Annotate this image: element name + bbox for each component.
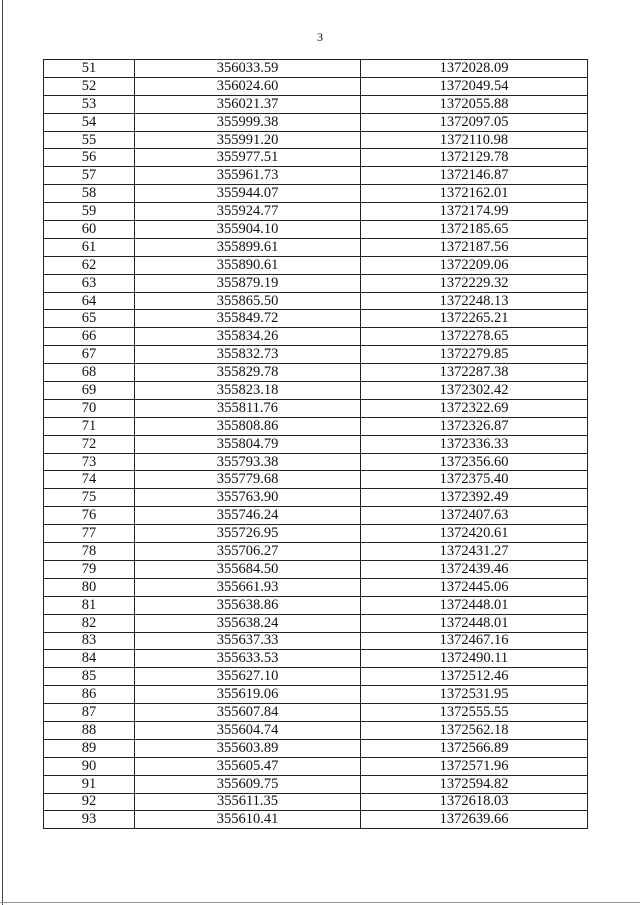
point-number-cell: 85 xyxy=(44,668,135,686)
table-row xyxy=(44,382,588,400)
x-coordinate-cell: 355808.86 xyxy=(135,417,361,435)
y-coordinate-cell: 1372187.56 xyxy=(361,238,588,256)
table-row xyxy=(44,739,588,757)
x-coordinate-cell: 355793.38 xyxy=(135,453,361,471)
y-coordinate-cell: 1372562.18 xyxy=(361,721,588,739)
x-coordinate-cell: 355726.95 xyxy=(135,525,361,543)
table-row xyxy=(44,721,588,739)
table-row xyxy=(44,435,588,453)
point-number-cell: 93 xyxy=(44,811,135,829)
y-coordinate-cell: 1372445.06 xyxy=(361,578,588,596)
y-coordinate-cell: 1372209.06 xyxy=(361,256,588,274)
x-coordinate-cell: 355904.10 xyxy=(135,221,361,239)
table-row xyxy=(44,95,588,113)
y-coordinate-cell: 1372278.65 xyxy=(361,328,588,346)
table-row xyxy=(44,364,588,382)
y-coordinate-cell: 1372420.61 xyxy=(361,525,588,543)
table-row xyxy=(44,346,588,364)
table-row xyxy=(44,131,588,149)
point-number-cell: 72 xyxy=(44,435,135,453)
x-coordinate-cell: 355763.90 xyxy=(135,489,361,507)
y-coordinate-cell: 1372229.32 xyxy=(361,274,588,292)
x-coordinate-cell: 355829.78 xyxy=(135,364,361,382)
point-number-cell: 75 xyxy=(44,489,135,507)
y-coordinate-cell: 1372162.01 xyxy=(361,185,588,203)
point-number-cell: 92 xyxy=(44,793,135,811)
table-row xyxy=(44,310,588,328)
x-coordinate-cell: 355619.06 xyxy=(135,686,361,704)
y-coordinate-cell: 1372439.46 xyxy=(361,560,588,578)
coordinates-table xyxy=(43,59,588,829)
x-coordinate-cell: 355879.19 xyxy=(135,274,361,292)
table-row xyxy=(44,77,588,95)
point-number-cell: 57 xyxy=(44,167,135,185)
y-coordinate-cell: 1372375.40 xyxy=(361,471,588,489)
x-coordinate-cell: 355834.26 xyxy=(135,328,361,346)
table-row xyxy=(44,811,588,829)
x-coordinate-cell: 355706.27 xyxy=(135,543,361,561)
x-coordinate-cell: 355627.10 xyxy=(135,668,361,686)
point-number-cell: 61 xyxy=(44,238,135,256)
table-row xyxy=(44,793,588,811)
table-row xyxy=(44,775,588,793)
x-coordinate-cell: 355604.74 xyxy=(135,721,361,739)
x-coordinate-cell: 355961.73 xyxy=(135,167,361,185)
x-coordinate-cell: 355605.47 xyxy=(135,757,361,775)
y-coordinate-cell: 1372448.01 xyxy=(361,596,588,614)
y-coordinate-cell: 1372618.03 xyxy=(361,793,588,811)
x-coordinate-cell: 355633.53 xyxy=(135,650,361,668)
x-coordinate-cell: 355899.61 xyxy=(135,238,361,256)
x-coordinate-cell: 355849.72 xyxy=(135,310,361,328)
point-number-cell: 52 xyxy=(44,77,135,95)
y-coordinate-cell: 1372185.65 xyxy=(361,221,588,239)
coordinates-table-body xyxy=(44,60,588,829)
point-number-cell: 82 xyxy=(44,614,135,632)
table-row xyxy=(44,686,588,704)
page-edge-left xyxy=(2,0,3,905)
table-row xyxy=(44,256,588,274)
y-coordinate-cell: 1372302.42 xyxy=(361,382,588,400)
table-row xyxy=(44,453,588,471)
x-coordinate-cell: 355779.68 xyxy=(135,471,361,489)
x-coordinate-cell: 355637.33 xyxy=(135,632,361,650)
table-row xyxy=(44,650,588,668)
point-number-cell: 83 xyxy=(44,632,135,650)
y-coordinate-cell: 1372146.87 xyxy=(361,167,588,185)
x-coordinate-cell: 355603.89 xyxy=(135,739,361,757)
point-number-cell: 55 xyxy=(44,131,135,149)
point-number-cell: 79 xyxy=(44,560,135,578)
y-coordinate-cell: 1372097.05 xyxy=(361,113,588,131)
y-coordinate-cell: 1372055.88 xyxy=(361,95,588,113)
table-row xyxy=(44,221,588,239)
point-number-cell: 73 xyxy=(44,453,135,471)
point-number-cell: 67 xyxy=(44,346,135,364)
x-coordinate-cell: 355804.79 xyxy=(135,435,361,453)
y-coordinate-cell: 1372639.66 xyxy=(361,811,588,829)
table-row xyxy=(44,757,588,775)
x-coordinate-cell: 356033.59 xyxy=(135,60,361,78)
table-row xyxy=(44,489,588,507)
table-row xyxy=(44,417,588,435)
x-coordinate-cell: 355661.93 xyxy=(135,578,361,596)
x-coordinate-cell: 355610.41 xyxy=(135,811,361,829)
y-coordinate-cell: 1372248.13 xyxy=(361,292,588,310)
point-number-cell: 69 xyxy=(44,382,135,400)
y-coordinate-cell: 1372174.99 xyxy=(361,203,588,221)
x-coordinate-cell: 355832.73 xyxy=(135,346,361,364)
y-coordinate-cell: 1372287.38 xyxy=(361,364,588,382)
y-coordinate-cell: 1372407.63 xyxy=(361,507,588,525)
y-coordinate-cell: 1372392.49 xyxy=(361,489,588,507)
table-row xyxy=(44,578,588,596)
x-coordinate-cell: 355924.77 xyxy=(135,203,361,221)
table-row xyxy=(44,238,588,256)
y-coordinate-cell: 1372279.85 xyxy=(361,346,588,364)
x-coordinate-cell: 355811.76 xyxy=(135,399,361,417)
point-number-cell: 59 xyxy=(44,203,135,221)
table-row xyxy=(44,632,588,650)
table-row xyxy=(44,292,588,310)
x-coordinate-cell: 356021.37 xyxy=(135,95,361,113)
point-number-cell: 60 xyxy=(44,221,135,239)
point-number-cell: 81 xyxy=(44,596,135,614)
y-coordinate-cell: 1372512.46 xyxy=(361,668,588,686)
point-number-cell: 70 xyxy=(44,399,135,417)
x-coordinate-cell: 355609.75 xyxy=(135,775,361,793)
table-row xyxy=(44,543,588,561)
y-coordinate-cell: 1372356.60 xyxy=(361,453,588,471)
table-row xyxy=(44,560,588,578)
y-coordinate-cell: 1372322.69 xyxy=(361,399,588,417)
y-coordinate-cell: 1372594.82 xyxy=(361,775,588,793)
page-number: 3 xyxy=(317,30,323,44)
point-number-cell: 78 xyxy=(44,543,135,561)
point-number-cell: 51 xyxy=(44,60,135,78)
table-row xyxy=(44,614,588,632)
point-number-cell: 62 xyxy=(44,256,135,274)
y-coordinate-cell: 1372555.55 xyxy=(361,704,588,722)
point-number-cell: 64 xyxy=(44,292,135,310)
y-coordinate-cell: 1372028.09 xyxy=(361,60,588,78)
point-number-cell: 87 xyxy=(44,704,135,722)
x-coordinate-cell: 356024.60 xyxy=(135,77,361,95)
table-row xyxy=(44,167,588,185)
y-coordinate-cell: 1372448.01 xyxy=(361,614,588,632)
point-number-cell: 89 xyxy=(44,739,135,757)
y-coordinate-cell: 1372467.16 xyxy=(361,632,588,650)
point-number-cell: 77 xyxy=(44,525,135,543)
y-coordinate-cell: 1372490.11 xyxy=(361,650,588,668)
y-coordinate-cell: 1372265.21 xyxy=(361,310,588,328)
table-row xyxy=(44,596,588,614)
x-coordinate-cell: 355638.86 xyxy=(135,596,361,614)
x-coordinate-cell: 355890.61 xyxy=(135,256,361,274)
point-number-cell: 54 xyxy=(44,113,135,131)
table-row xyxy=(44,274,588,292)
point-number-cell: 88 xyxy=(44,721,135,739)
table-row xyxy=(44,399,588,417)
x-coordinate-cell: 355823.18 xyxy=(135,382,361,400)
y-coordinate-cell: 1372571.96 xyxy=(361,757,588,775)
y-coordinate-cell: 1372129.78 xyxy=(361,149,588,167)
point-number-cell: 68 xyxy=(44,364,135,382)
point-number-cell: 74 xyxy=(44,471,135,489)
point-number-cell: 65 xyxy=(44,310,135,328)
table-row xyxy=(44,185,588,203)
x-coordinate-cell: 355684.50 xyxy=(135,560,361,578)
y-coordinate-cell: 1372326.87 xyxy=(361,417,588,435)
point-number-cell: 91 xyxy=(44,775,135,793)
point-number-cell: 90 xyxy=(44,757,135,775)
point-number-cell: 71 xyxy=(44,417,135,435)
point-number-cell: 80 xyxy=(44,578,135,596)
table-row xyxy=(44,60,588,78)
page-edge-bottom xyxy=(0,902,640,903)
table-row xyxy=(44,328,588,346)
x-coordinate-cell: 355865.50 xyxy=(135,292,361,310)
point-number-cell: 76 xyxy=(44,507,135,525)
x-coordinate-cell: 355991.20 xyxy=(135,131,361,149)
table-row xyxy=(44,507,588,525)
x-coordinate-cell: 355999.38 xyxy=(135,113,361,131)
y-coordinate-cell: 1372049.54 xyxy=(361,77,588,95)
point-number-cell: 58 xyxy=(44,185,135,203)
table-row xyxy=(44,704,588,722)
x-coordinate-cell: 355607.84 xyxy=(135,704,361,722)
point-number-cell: 84 xyxy=(44,650,135,668)
y-coordinate-cell: 1372336.33 xyxy=(361,435,588,453)
point-number-cell: 56 xyxy=(44,149,135,167)
y-coordinate-cell: 1372566.89 xyxy=(361,739,588,757)
point-number-cell: 86 xyxy=(44,686,135,704)
x-coordinate-cell: 355746.24 xyxy=(135,507,361,525)
x-coordinate-cell: 355638.24 xyxy=(135,614,361,632)
y-coordinate-cell: 1372431.27 xyxy=(361,543,588,561)
table-row xyxy=(44,471,588,489)
table-row xyxy=(44,203,588,221)
table-row xyxy=(44,668,588,686)
point-number-cell: 66 xyxy=(44,328,135,346)
y-coordinate-cell: 1372110.98 xyxy=(361,131,588,149)
table-row xyxy=(44,113,588,131)
x-coordinate-cell: 355944.07 xyxy=(135,185,361,203)
table-row xyxy=(44,525,588,543)
x-coordinate-cell: 355611.35 xyxy=(135,793,361,811)
point-number-cell: 53 xyxy=(44,95,135,113)
y-coordinate-cell: 1372531.95 xyxy=(361,686,588,704)
point-number-cell: 63 xyxy=(44,274,135,292)
table-row xyxy=(44,149,588,167)
x-coordinate-cell: 355977.51 xyxy=(135,149,361,167)
